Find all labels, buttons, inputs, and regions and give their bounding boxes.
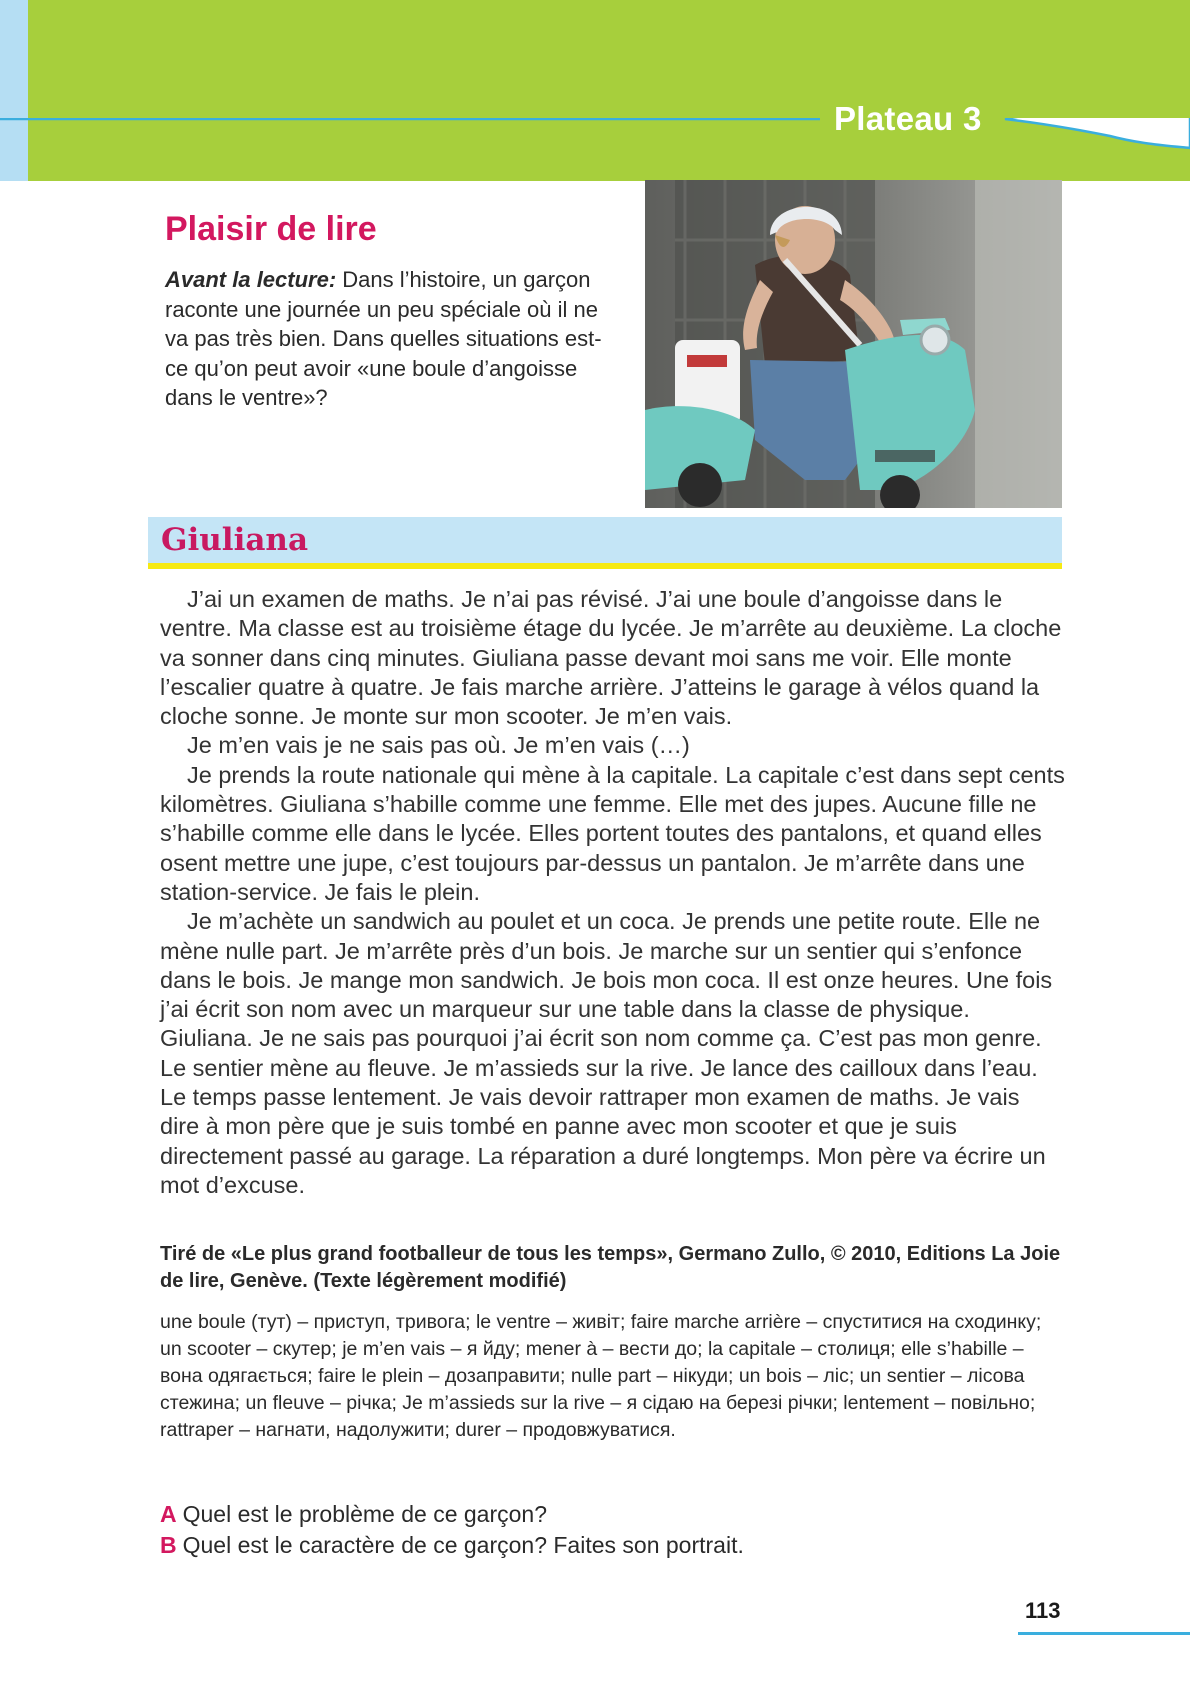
questions bbox=[160, 1499, 1065, 1561]
story-paragraph: Je m’achète un sandwich au poulet et un coca. Je prends une petite route. Elle ne mène nulle part. Je m’arrête près d’un bois. Je marche sur un sentier qui s’enfonce dans le bois. Je mange mon sandwich. Je bois mon coca. Il est onze heures. Une fois j’ai écrit son nom avec un marqueur sur une table dans la classe de physique. Giuliana. Je ne sais pas pourquoi j’ai écrit son nom comme ça. C’est pas mon genre. Le sentier mène au fleuve. Je m’assieds sur la rive. Je lance des cailloux dans l’eau. Le temps passe lentement. Je vais devoir rattraper mon examen de maths. Je vais dire à mon père que je suis tombé en panne avec mon scooter et que je suis directement passé au garage. La réparation a duré longtemps. Mon père va écrire un mot d’excuse. bbox=[160, 908, 1053, 1198]
story-title: Giuliana bbox=[161, 522, 309, 558]
intro-text bbox=[165, 265, 620, 413]
question-letter: A bbox=[160, 1501, 177, 1527]
story-text bbox=[160, 585, 1065, 1200]
section-title: Plaisir de lire bbox=[165, 210, 377, 248]
intro-lead: Avant la lecture: bbox=[165, 267, 337, 292]
scooter-photo bbox=[645, 180, 1062, 508]
story-paragraph: Je prends la route nationale qui mène à la capitale. La capitale c’est dans sept cents kilomètres. Giuliana s’habille comme une femme. Elle met des jupes. Aucune fille ne s’habille comme elle dans le lycée. Elles portent toutes des pantalons, et quand elles osent mettre une jupe, c’est toujours par-dessus un pantalon. Je m’arrête dans une station-service. Je fais le plein. bbox=[160, 761, 1065, 905]
story-paragraph: J’ai un examen de maths. Je n’ai pas révisé. J’ai une boule d’angoisse dans le ventre. Ma classe est au troisième étage du lycée. Je m’arrête au deuxième. La cloche va sonner dans cinq minutes. Giuliana passe devant moi sans me voir. Elle monte l’escalier quatre à quatre. Je fais marche arrière. J’atteins le garage à vélos quand la cloche sonne. Je monte sur mon scooter. Je m’en vais. bbox=[160, 586, 1062, 730]
question-a bbox=[160, 1499, 1065, 1530]
scooter-illustration bbox=[645, 180, 1062, 508]
story-title-band bbox=[148, 517, 1062, 569]
intro-body: Dans l’histoire, un garçon raconte une journée un peu spéciale où il ne va pas très bien. Dans quelles situations est-ce qu’on peut avoir «une boule d’angoisse dans le ventre»? bbox=[165, 267, 602, 410]
question-letter: B bbox=[160, 1532, 177, 1558]
story-paragraph: Je m’en vais je ne sais pas où. Je m’en vais (…) bbox=[187, 732, 690, 759]
question-text: Quel est le caractère de ce garçon? Faites son portrait. bbox=[182, 1532, 744, 1558]
page-number-underline bbox=[1018, 1632, 1190, 1635]
question-text: Quel est le problème de ce garçon? bbox=[182, 1501, 548, 1527]
page-number: 113 bbox=[1025, 1598, 1061, 1623]
question-b bbox=[160, 1530, 1065, 1561]
chapter-title: Plateau 3 bbox=[834, 100, 982, 137]
glossary: une boule (тут) – приступ, тривога; le ventre – живіт; faire marche arrière – спуститися на сходинку; un scooter – скутер; je m’en vais – я йду; mener à – вести до; la capitale – столиця; elle s’habille – вона одягається; faire le plein – дозаправити; nulle part – нікуди; un bois – ліс; un sentier – лісова стежина; un fleuve – річка; Je m’assieds sur la rive – я сідаю на березі річки; lentement – повільно; rattraper – нагнати, надолужити; durer – продовжуватися. bbox=[160, 1311, 1042, 1441]
source-citation: Tiré de «Le plus grand footballeur de tous les temps», Germano Zullo, © 2010, Editions La Joie de lire, Genève. (Texte légèrement modifié) bbox=[160, 1243, 1061, 1292]
